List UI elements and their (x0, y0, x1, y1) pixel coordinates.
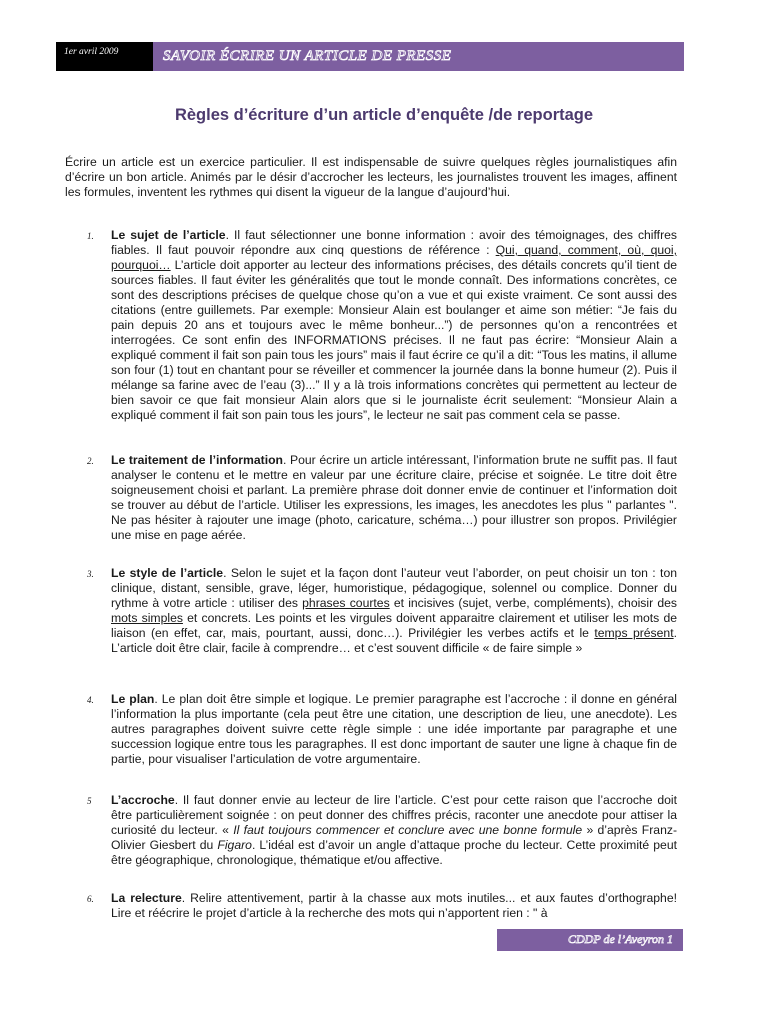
rule-heading: Le style de l’article (111, 566, 224, 580)
rule-heading: Le traitement de l’information (111, 453, 283, 467)
rule-number: 4. (87, 695, 94, 705)
underlined-phrase: Qui, quand, comment, où, quoi, pourquoi… (111, 243, 677, 272)
rule-text: Le sujet de l’article. Il faut sélectionner une bonne information : avoir des témoignages, des chiffres fiables. Il faut pouvoir répondre aux cinq questions de référence : Qui, quand, comment, où, quoi, pourquoi… L’article doit apporter au lecteur des informations précises, des détails concrets qu’il tient de sources fiables. Il faut éviter les généralités que tout le monde connaît. Des informations concrètes, ce sont des descriptions précises de quelque chose qu’on a vue et qui existe vraiment. Ce sont aussi des citations (entre guillemets. Par exemple: Monsieur Alain est boulanger et aime son métier: “Je fais du pain depuis 20 ans et toujours avec le même bonheur...”) de personnes qu’on a rencontrées et interrogées. Ce sont enfin des INFORMATIONS précises. Il ne faut pas écrire: “Monsieur Alain a expliqué comment il fait son pain tous les jours” mais il faut écrire ce qu’il a dit: “Tous les matins, il allume son four (1) tout en chantant pour se réveiller et commencer la journée dans la bonne humeur (2). Puis il mélange sa farine avec de l’eau (3)...” Il y a là trois informations concrètes qui permettent au lecteur de bien savoir ce que fait monsieur Alain alors que si le journaliste écrit seulement: “Monsieur Alain a expliqué comment il fait son pain tous les jours”, le lecteur ne sait pas comment cela se passe. (111, 228, 678, 422)
rule-1 (65, 228, 677, 423)
rule-number: 1. (87, 231, 94, 241)
quote: Il faut toujours commencer et conclure avec une bonne formule (233, 823, 583, 837)
rule-heading: Le plan (111, 692, 155, 706)
rule-3 (65, 566, 677, 656)
rule-text: La relecture. Relire attentivement, partir à la chasse aux mots inutiles... et aux fautes d’orthographe! Lire et réécrire le projet d’article à la recherche des mots qui n’apportent rien : " à (111, 891, 677, 920)
rule-text: L’accroche. Il faut donner envie au lecteur de lire l’article. C’est pour cette raison que l’accroche doit être particulièrement soignée : on peut donner des chiffres précis, raconter une anecdote pour attiser la curiosité du lecteur. « Il faut toujours commencer et conclure avec une bonne formule » d’après Franz-Olivier Giesbert du Figaro. L’idéal est d’avoir un angle d’attaque proche du lecteur. Cette proximité peut être géographique, chronologique, thématique et/ou affective. (111, 793, 678, 867)
rule-text: Le style de l’article. Selon le sujet et la façon dont l’auteur veut l’aborder, on peut choisir un ton : ton clinique, distant, sensible, grave, léger, humoristique, pédagogique, solennel ou complice. Donner du rythme à votre article : utiliser des phrases courtes et incisives (sujet, verbe, compléments), choisir des mots simples et concrets. Les points et les virgules doivent apparaitre clairement et utiliser les mots de liaison (en effet, car, mais, pourtant, aussi, donc…). Privilégier les verbes actifs et le temps présent. L’article doit être clair, facile à comprendre… et c’est souvent difficile « de faire simple » (111, 566, 677, 655)
footer-label: CDDP de l’Aveyron 1 (497, 929, 683, 951)
rule-number: 5 (87, 796, 92, 806)
rule-text: Le traitement de l’information. Pour écrire un article intéressant, l’information brute ne suffit pas. Il faut analyser le contenu et le mettre en valeur par une écriture claire, précise et soignée. Le titre doit être soigneusement choisi et parlant. La première phrase doit donner envie de continuer et l’information doit se trouver au début de l’article. Utiliser les expressions, les images, les anecdotes les plus " parlantes ". Ne pas hésiter à rajouter une image (photo, caricature, schéma…) pour illustrer son propos. Privilégier une mise en page aérée. (111, 453, 677, 542)
newspaper-name: Figaro (217, 838, 252, 852)
page-title: Règles d’écriture d’un article d’enquête /de reportage (174, 106, 594, 124)
rule-4 (65, 692, 677, 767)
rule-5 (65, 793, 677, 868)
rule-heading: La relecture (111, 891, 182, 905)
intro-paragraph: Écrire un article est un exercice particulier. Il est indispensable de suivre quelques règles journalistiques afin d’écrire un bon article. Animés par le désir d’accrocher les lecteurs, les journalistes trouvent les images, affinent les formules, inventent les rythmes qui disent la vigueur de la langue d’aujourd’hui. (65, 155, 677, 199)
rule-heading: Le sujet de l’article (111, 228, 226, 242)
rule-number: 6. (87, 894, 94, 904)
rule-number: 3. (87, 569, 94, 579)
header-title: SAVOIR ÉCRIRE UN ARTICLE DE PRESSE (153, 42, 684, 71)
rule-number: 2. (87, 456, 94, 466)
rule-2 (65, 453, 677, 543)
underlined-phrase: temps présent (594, 626, 674, 640)
header-date: 1er avril 2009 (56, 42, 153, 71)
rule-text: Le plan. Le plan doit être simple et logique. Le premier paragraphe est l’accroche : il donne en général l’information la plus importante (cela peut être une citation, une description de lieu, une anecdote). Les autres paragraphes doivent suivre cette règle simple : une idée importante par paragraphe et une succession logique entre tous les paragraphes. Il est donc important de sauter une ligne à chaque fin de partie, pour visualiser l’articulation de votre argumentaire. (111, 692, 677, 766)
rule-heading: L’accroche (111, 793, 175, 807)
underlined-phrase: phrases courtes (302, 596, 390, 610)
underlined-phrase: mots simples (111, 611, 183, 625)
rule-6 (65, 891, 677, 921)
